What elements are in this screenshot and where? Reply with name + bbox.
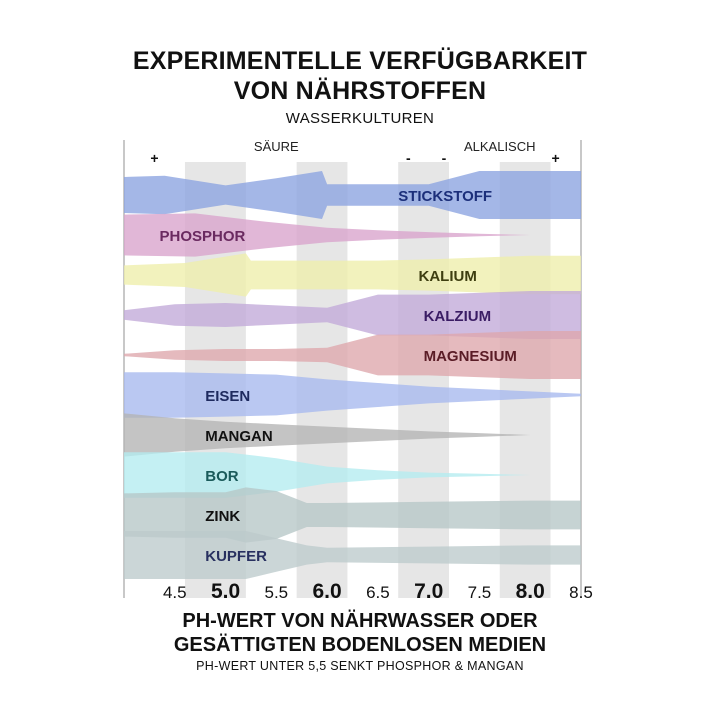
scale-sign-0: + — [150, 150, 159, 166]
chart-title-line-1: EXPERIMENTELLE VERFÜGBARKEIT — [132, 47, 588, 75]
series-label-kalzium: KALZIUM — [423, 308, 492, 325]
acidity-label-1: ALKALISCH — [463, 139, 536, 154]
x-tick-label-2: 5.5 — [264, 583, 289, 602]
scale-sign-3: + — [551, 150, 560, 166]
series-label-stickstoff: STICKSTOFF — [398, 188, 493, 205]
series-label-zink: ZINK — [205, 508, 241, 525]
series-label-magnesium: MAGNESIUM — [423, 348, 517, 365]
acidity-label-0: SÄURE — [253, 139, 299, 154]
series-label-bor: BOR — [205, 468, 239, 485]
x-tick-label-4: 6.5 — [366, 583, 390, 602]
chart-subtitle: WASSERKULTUREN — [285, 110, 435, 127]
series-label-kupfer: KUPFER — [205, 548, 267, 565]
x-tick-label-8: 8.5 — [569, 583, 593, 602]
x-axis-title-line-1: PH-WERT VON NÄHRWASSER ODER — [182, 610, 538, 632]
chart-footnote: PH-WERT UNTER 5,5 SENKT PHOSPHOR & MANGAN — [196, 659, 524, 673]
series-label-eisen: EISEN — [205, 388, 251, 405]
x-tick-label-0: 4.5 — [162, 583, 187, 602]
shaded-band-2 — [398, 162, 449, 598]
scale-sign-1: - — [406, 150, 411, 166]
x-tick-label-3: 6.0 — [312, 580, 342, 603]
series-label-phosphor: PHOSPHOR — [159, 228, 246, 245]
shaded-band-3 — [500, 162, 551, 598]
scale-sign-2: - — [441, 150, 447, 166]
series-label-mangan: MANGAN — [205, 428, 273, 445]
x-tick-label-6: 7.5 — [467, 583, 492, 602]
x-axis-title-line-2: GESÄTTIGTEN BODENLOSEN MEDIEN — [173, 634, 547, 656]
series-label-kalium: KALIUM — [418, 268, 477, 285]
x-tick-label-7: 8.0 — [515, 580, 545, 603]
chart-title-line-2: VON NÄHRSTOFFEN — [233, 77, 487, 105]
x-tick-label-5: 7.0 — [414, 580, 444, 603]
x-tick-label-1: 5.0 — [210, 580, 241, 603]
